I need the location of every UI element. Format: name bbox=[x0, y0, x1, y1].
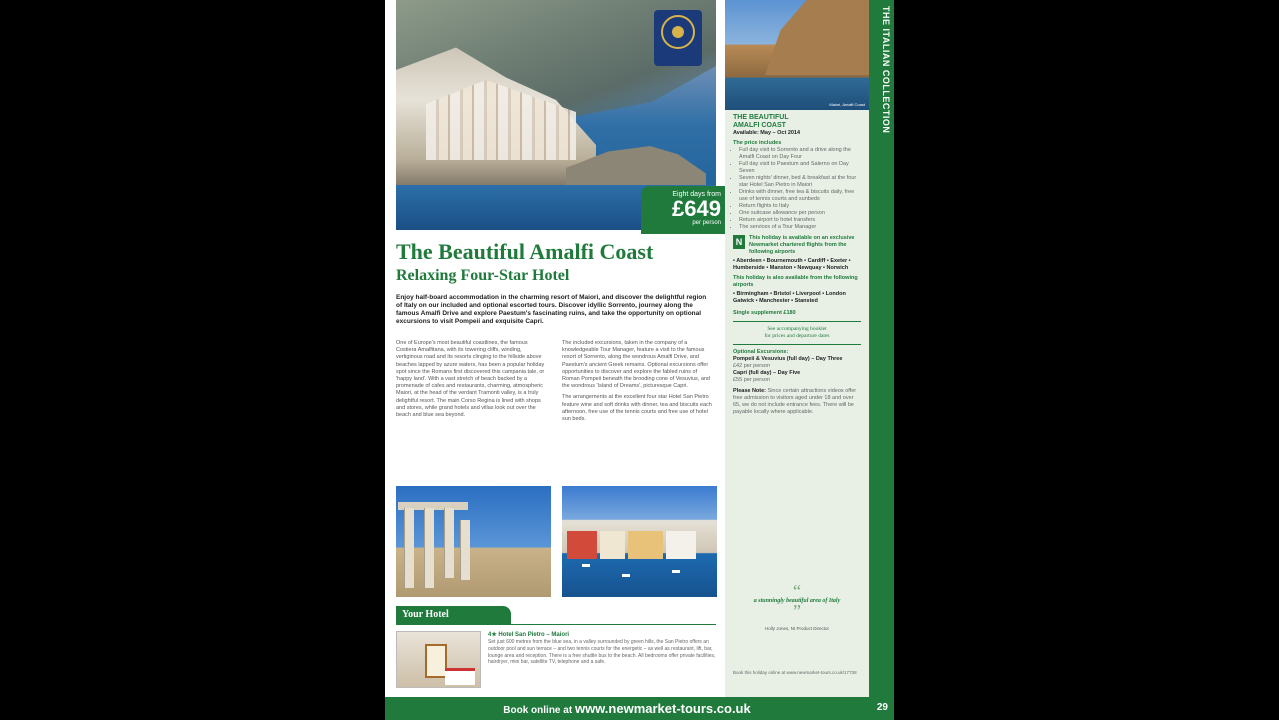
also-available: This holiday is also available from the following airports bbox=[733, 275, 858, 288]
newmarket-logo-icon: N bbox=[733, 235, 745, 249]
page-title: The Beautiful Amalfi Coast bbox=[396, 239, 654, 264]
body-column-2 bbox=[562, 340, 714, 427]
hotel-name: 4★ Hotel San Pietro – Maiori bbox=[488, 632, 570, 638]
footer-prefix: Book online at bbox=[503, 705, 573, 716]
list-item: • The services of a Tour Manager bbox=[739, 224, 861, 231]
section-title: THE ITALIAN COLLECTION bbox=[881, 6, 891, 134]
body-paragraph: The arrangements at the excellent four star Hotel San Pietro feature wine and soft drinks with dinner, tea and biscuits each afternoon, free use of the tennis courts and free use of hotel sun beds. bbox=[562, 394, 712, 423]
see-line-2: for prices and departure dates bbox=[764, 333, 830, 339]
please-note bbox=[733, 388, 861, 416]
note-label: Please Note: bbox=[733, 388, 767, 394]
book-online-line: Book this holiday online at www.newmarket-tours.co.uk/17738 bbox=[733, 670, 857, 675]
optional-excursion-1: Pompeii & Vesuvius (full day) – Day Three bbox=[733, 356, 843, 362]
price-sub: per person bbox=[692, 220, 721, 226]
price-badge bbox=[641, 186, 727, 234]
note-text: Since certain attractions videos offer free admission to visitors aged under 18 and over 65, we do not include entrance fees. There will be payable locally where applicable. bbox=[733, 388, 857, 415]
list-item: • Return airport to hotel transfers bbox=[739, 217, 861, 224]
testimonial-quote bbox=[733, 581, 861, 631]
divider bbox=[733, 321, 861, 322]
hotel-description: Set just 600 metres from the blue sea, in a valley surrounded by green hills, the San Pietro offers an outdoor pool and sun terrace – and two tennis courts for the energetic – as well as restaurant, lift, bar, lounge area and reception. There is a free shuttle bus to the beach. All bedrooms offer private facilities, hairdryer, mini bar, satellite TV, telephone and a safe. bbox=[488, 639, 716, 666]
list-item: • One suitcase allowance per person bbox=[739, 210, 861, 217]
your-hotel-heading: Your Hotel bbox=[396, 606, 511, 624]
photo-paestum-ruins bbox=[396, 486, 551, 597]
optional-excursion-1-price: £42 per person bbox=[733, 363, 770, 369]
flight-text: This holiday is available on an exclusive Newmarket chartered flights from the following airports bbox=[749, 235, 855, 255]
sidebar-title-line1: THE BEAUTIFUL bbox=[733, 114, 789, 121]
body-paragraph: One of Europe's most beautiful coastlines, the famous Costiera Amalfitana, with its towering cliffs, winding, vertiginous road and its resorts clinging to the hillside above beaches lapped by azure waters, has been a popular holiday spot since the Romans first discovered this campania tale, or 'happy land'. With a vast stretch of beach backed by a promenade of cafes and restaurants, charming, atmospheric Maiori, at the head of the verdant Tramonti valley, is a truly delightful resort. The main Corso Regina is lined with shops and stores, while grand hotels and villas look out over the beach and blue sea beyond. bbox=[396, 340, 545, 419]
body-column-1 bbox=[396, 340, 548, 423]
single-supplement: Single supplement £180 bbox=[733, 310, 796, 316]
airport-list-1: • Aberdeen • Bournemouth • Cardiff • Exeter • Humberside • Manston • Newquay • Norwich bbox=[733, 258, 851, 271]
quote-close-icon: ” bbox=[793, 601, 801, 621]
flight-info bbox=[733, 235, 861, 256]
main-column bbox=[385, 0, 725, 697]
page-number: 29 bbox=[876, 702, 888, 713]
info-sidebar bbox=[725, 0, 869, 697]
quote-text: a stunningly beautiful area of Italy bbox=[753, 598, 841, 604]
list-item: • Return flights to Italy bbox=[739, 203, 861, 210]
body-paragraph: The included excursions, taken in the company of a knowledgeable Tour Manager, feature a visit to the famous resort of Sorrento, along the wondrous Amalfi Drive, and Paestum's ancient Greek remains. Optional excursions offer opportunities to discover and explore the fabled ruins of Roman Pompeii beneath the brooding cone of Vesuvius, and the wondrous 'Island of Dreams', picturesque Capri. bbox=[562, 340, 710, 390]
divider bbox=[733, 344, 861, 345]
photo-harbor bbox=[562, 486, 717, 597]
photo-hotel-room bbox=[396, 631, 481, 688]
price-label: Eight days from bbox=[672, 191, 721, 198]
quote-open-icon: “ bbox=[793, 581, 801, 601]
see-line-1: See accompanying booklet bbox=[767, 326, 827, 332]
divider bbox=[396, 624, 716, 625]
see-booklet-note bbox=[733, 326, 861, 340]
photo-coastal-village bbox=[725, 0, 869, 110]
award-badge-logo bbox=[654, 10, 702, 66]
includes-list bbox=[733, 147, 861, 231]
list-item: • Seven nights' dinner, bed & breakfast at the four star Hotel San Pietro in Maiori bbox=[739, 175, 861, 189]
optional-excursion-2-price: £55 per person bbox=[733, 377, 770, 383]
price-value: £649 bbox=[672, 196, 721, 221]
includes-heading: The price includes bbox=[733, 140, 782, 146]
availability: Available: May – Oct 2014 bbox=[733, 130, 801, 136]
quote-author: Holly Jones, NI Product Director bbox=[764, 626, 830, 631]
footer-bar bbox=[385, 697, 894, 720]
brochure-page bbox=[385, 0, 894, 720]
list-item: • Drinks with dinner, free tea & biscuits daily, free use of tennis courts and sunbeds bbox=[739, 189, 861, 203]
optional-heading: Optional Excursions: bbox=[733, 349, 789, 355]
page-subtitle: Relaxing Four-Star Hotel bbox=[396, 267, 570, 284]
optional-excursion-2: Capri (full day) – Day Five bbox=[733, 370, 801, 376]
airport-list-2: • Birmingham • Bristol • Liverpool • London Gatwick • Manchester • Stansted bbox=[733, 291, 846, 304]
photo-caption: Maiori, Amalfi Coast bbox=[829, 102, 865, 107]
section-spine bbox=[869, 0, 894, 697]
footer-url-link[interactable]: www.newmarket-tours.co.uk bbox=[574, 701, 751, 716]
intro-paragraph: Enjoy half-board accommodation in the charming resort of Maiori, and discover the delightful region of Italy on our included and optional escorted tours. Discover idyllic Sorrento, journey along the famous Amalfi Drive and explore Paestum's fascinating ruins, and take the opportunity on optional excursions to visit Pompeii and exquisite Capri. bbox=[396, 294, 707, 325]
sidebar-title-line2: AMALFI COAST bbox=[733, 122, 786, 129]
list-item: • Full day visit to Sorrento and a drive along the Amalfi Coast on Day Four bbox=[739, 147, 861, 161]
list-item: • Full day visit to Paestum and Salerno on Day Seven bbox=[739, 161, 861, 175]
